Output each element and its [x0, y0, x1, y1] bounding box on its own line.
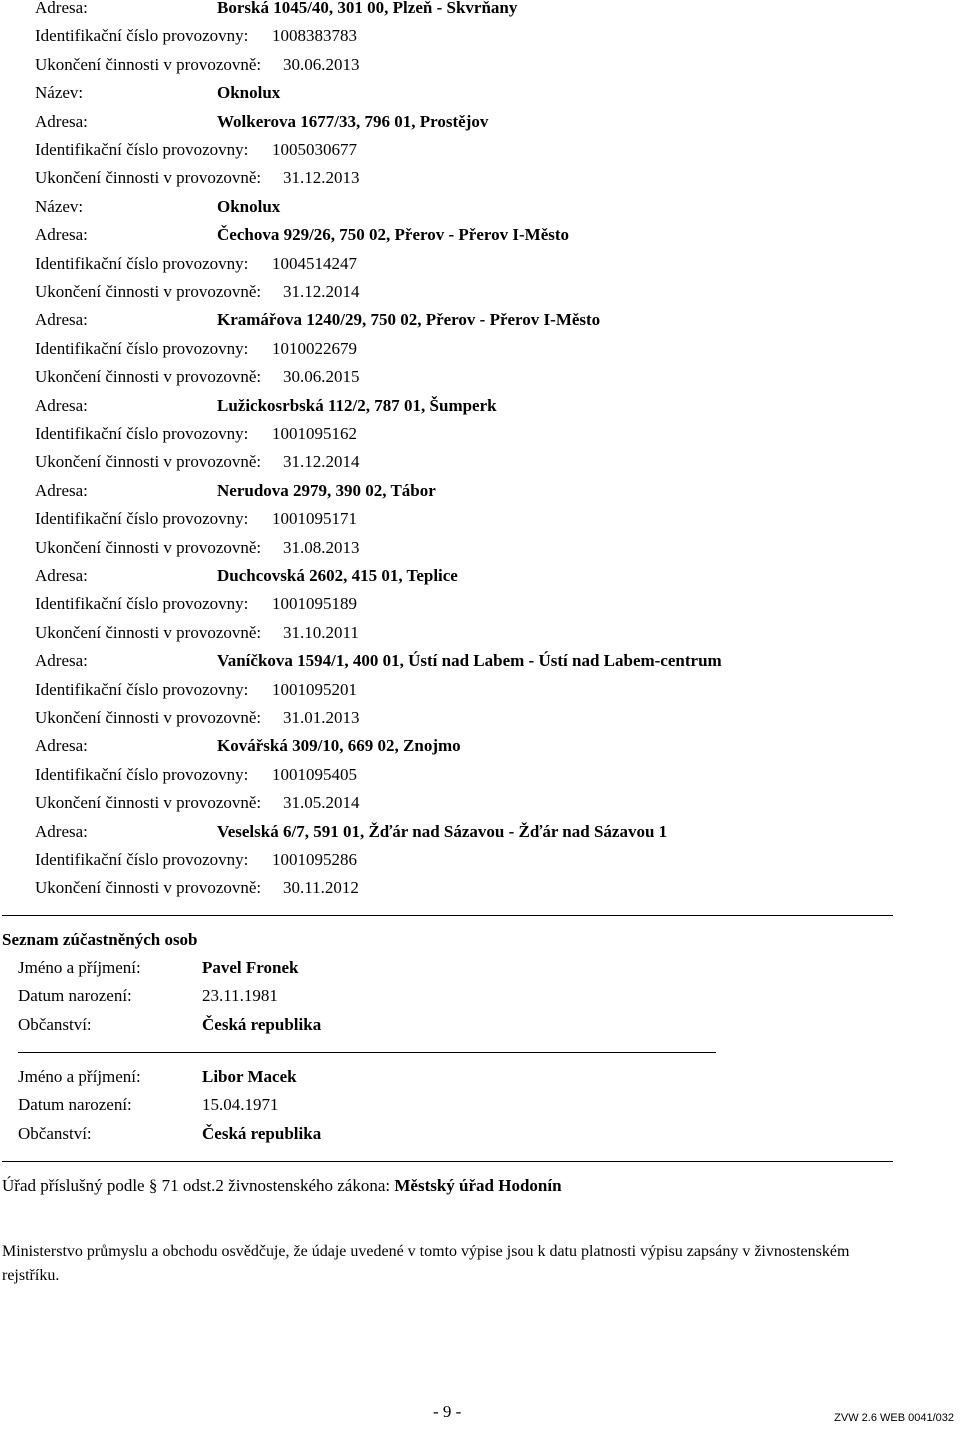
- name-label: Název:: [35, 196, 84, 216]
- id-value: 1001095201: [272, 679, 357, 699]
- address-label: Adresa:: [35, 310, 88, 330]
- id-value: 1004514247: [272, 253, 357, 273]
- person-name: Libor Macek: [202, 1067, 297, 1086]
- address-label: Adresa:: [35, 651, 88, 671]
- address-value: Čechova 929/26, 750 02, Přerov - Přerov I-Město: [217, 225, 570, 245]
- id-value: 1001095171: [272, 509, 357, 529]
- end-value: 30.06.2013: [283, 54, 360, 74]
- end-value: 31.12.2013: [283, 168, 360, 188]
- end-label: Ukončení činnosti v provozovně:: [35, 537, 262, 557]
- person-divider: [18, 1052, 716, 1053]
- address-label: Adresa:: [35, 395, 88, 415]
- person-birth-label: Datum narození:: [18, 1095, 132, 1114]
- end-value: 31.05.2014: [283, 793, 360, 813]
- id-label: Identifikační číslo provozovny:: [35, 253, 249, 273]
- name-label: Název:: [35, 83, 84, 103]
- person-citizenship: Česká republika: [202, 1124, 322, 1143]
- id-value: 1001095405: [272, 764, 357, 784]
- id-label: Identifikační číslo provozovny:: [35, 679, 249, 699]
- person-name: Pavel Fronek: [202, 958, 299, 977]
- id-label: Identifikační číslo provozovny:: [35, 338, 249, 358]
- ministry-statement: Ministerstvo průmyslu a obchodu osvědčuje, že údaje uvedené v tomto výpise jsou k datu platnosti výpisu zapsány v živnostenském rejstříku.: [2, 1243, 850, 1284]
- end-label: Ukončení činnosti v provozovně:: [35, 452, 262, 472]
- address-label: Adresa:: [35, 225, 88, 245]
- person-citizenship: Česká republika: [202, 1015, 322, 1034]
- id-value: 1005030677: [272, 140, 357, 159]
- address-label: Adresa:: [35, 111, 88, 131]
- end-label: Ukončení činnosti v provozovně:: [35, 878, 262, 898]
- end-value: 30.11.2012: [283, 878, 359, 898]
- id-value: 1010022679: [272, 338, 357, 358]
- document-code: ZVW 2.6 WEB 0041/032: [834, 1412, 954, 1424]
- person-name-label: Jméno a příjmení:: [18, 1067, 141, 1086]
- id-label: Identifikační číslo provozovny:: [35, 850, 249, 869]
- end-value: 31.10.2011: [283, 622, 359, 642]
- name-value: Oknolux: [217, 83, 281, 103]
- address-value: Wolkerova 1677/33, 796 01, Prostějov: [217, 111, 489, 131]
- address-value: Lužickosrbská 112/2, 787 01, Šumperk: [217, 395, 497, 415]
- address-label: Adresa:: [35, 480, 88, 500]
- competent-office-label: Úřad příslušný podle § 71 odst.2 živnostenského zákona:: [2, 1176, 391, 1195]
- address-value: Nerudova 2979, 390 02, Tábor: [217, 480, 436, 500]
- id-label: Identifikační číslo provozovny:: [35, 424, 249, 443]
- person-name-label: Jméno a příjmení:: [18, 958, 141, 977]
- id-value: 1001095189: [272, 594, 357, 614]
- address-value: Kovářská 309/10, 669 02, Znojmo: [217, 736, 461, 756]
- end-label: Ukončení činnosti v provozovně:: [35, 622, 262, 642]
- id-label: Identifikační číslo provozovny:: [35, 509, 249, 529]
- id-label: Identifikační číslo provozovny:: [35, 26, 249, 46]
- address-value: Veselská 6/7, 591 01, Žďár nad Sázavou - Žďár nad Sázavou 1: [217, 821, 668, 841]
- end-label: Ukončení činnosti v provozovně:: [35, 282, 262, 301]
- competent-office-name: Městský úřad Hodonín: [394, 1176, 562, 1195]
- address-label: Adresa:: [35, 736, 88, 756]
- page-number: - 9 -: [433, 1402, 462, 1421]
- id-value: 1001095286: [272, 850, 357, 869]
- person-citizenship-label: Občanství:: [18, 1015, 92, 1034]
- section-divider: [2, 1161, 893, 1162]
- address-value: Duchcovská 2602, 415 01, Teplice: [217, 566, 458, 585]
- end-label: Ukončení činnosti v provozovně:: [35, 168, 262, 188]
- section-divider: [2, 915, 893, 916]
- address-label: Adresa:: [35, 566, 88, 585]
- person-birth-label: Datum narození:: [18, 986, 132, 1005]
- end-value: 31.12.2014: [283, 452, 360, 472]
- id-label: Identifikační číslo provozovny:: [35, 764, 249, 784]
- address-label: Adresa:: [35, 0, 88, 17]
- end-value: 31.12.2014: [283, 282, 360, 301]
- id-label: Identifikační číslo provozovny:: [35, 140, 249, 159]
- address-label: Adresa:: [35, 821, 88, 841]
- end-value: 30.06.2015: [283, 367, 360, 387]
- end-label: Ukončení činnosti v provozovně:: [35, 367, 262, 387]
- end-value: 31.01.2013: [283, 708, 360, 727]
- end-value: 31.08.2013: [283, 537, 360, 557]
- end-label: Ukončení činnosti v provozovně:: [35, 793, 262, 813]
- address-value: Borská 1045/40, 301 00, Plzeň - Skvrňany: [217, 0, 518, 17]
- competent-office: [2, 1174, 562, 1198]
- id-label: Identifikační číslo provozovny:: [35, 594, 249, 614]
- id-value: 1001095162: [272, 424, 357, 443]
- id-value: 1008383783: [272, 26, 357, 46]
- name-value: Oknolux: [217, 196, 281, 216]
- person-birth-date: 15.04.1971: [202, 1095, 279, 1114]
- person-birth-date: 23.11.1981: [202, 986, 278, 1005]
- end-label: Ukončení činnosti v provozovně:: [35, 708, 262, 727]
- end-label: Ukončení činnosti v provozovně:: [35, 54, 262, 74]
- persons-section-title: Seznam zúčastněných osob: [2, 930, 198, 949]
- address-value: Vaníčkova 1594/1, 400 01, Ústí nad Labem - Ústí nad Labem-centrum: [217, 651, 722, 671]
- address-value: Kramářova 1240/29, 750 02, Přerov - Přerov I-Město: [217, 310, 601, 330]
- person-citizenship-label: Občanství:: [18, 1124, 92, 1143]
